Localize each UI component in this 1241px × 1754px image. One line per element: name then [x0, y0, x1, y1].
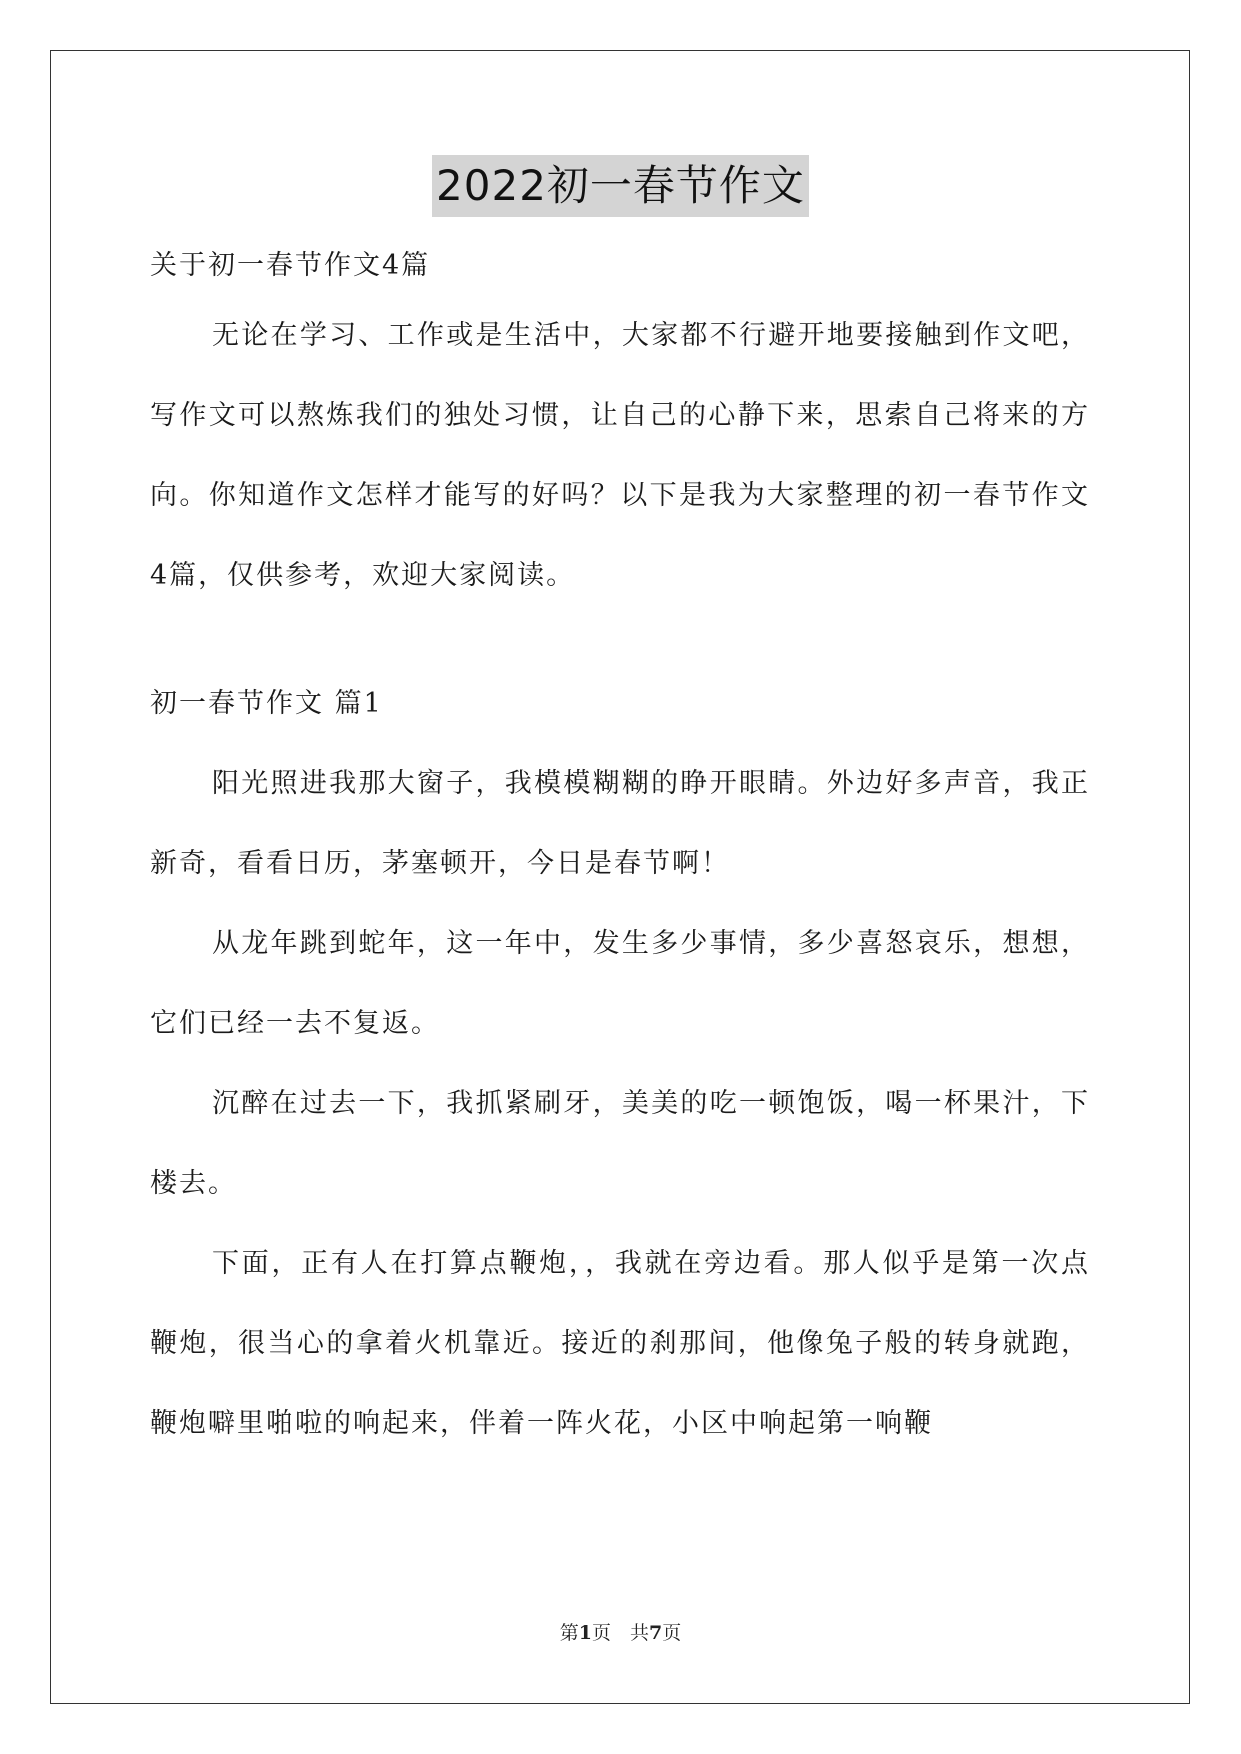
footer-prefix: 第: [559, 1622, 579, 1644]
body-paragraph: 阳光照进我那大窗子，我模模糊糊的睁开眼睛。外边好多声音，我正新奇，看看日历，茅塞顿开，今日是春节啊！: [150, 768, 1090, 879]
title-container: [0, 155, 1241, 217]
body-paragraph: 从龙年跳到蛇年，这一年中，发生多少事情，多少喜怒哀乐，想想，它们已经一去不复返。: [150, 928, 1090, 1039]
total-page-number: 7: [649, 1622, 663, 1644]
page-footer: [0, 1618, 1241, 1645]
body-paragraph: 沉醉在过去一下，我抓紧刷牙，美美的吃一顿饱饭，喝一杯果汁，下楼去。: [150, 1088, 1090, 1199]
footer-suffix: 页: [662, 1622, 682, 1644]
footer-middle: 页 共: [591, 1622, 649, 1644]
body-paragraph: 下面，正有人在打算点鞭炮，，我就在旁边看。那人似乎是第一次点鞭炮，很当心的拿着火机靠近。接近的刹那间，他像兔子般的转身就跑，鞭炮噼里啪啦的响起来，伴着一阵火花，小区中响起第一响鞭: [150, 1248, 1090, 1439]
document-body: [150, 236, 1090, 1464]
document-title: 2022初一春节作文: [432, 155, 809, 217]
intro-paragraph: 无论在学习、工作或是生活中，大家都不行避开地要接触到作文吧，写作文可以熬炼我们的独处习惯，让自己的心静下来，思索自己将来的方向。你知道作文怎样才能写的好吗？以下是我为大家整理的初一春节作文4篇，仅供参考，欢迎大家阅读。: [150, 320, 1090, 591]
section-gap: [150, 616, 1090, 654]
section-heading: 初一春节作文 篇1: [150, 688, 383, 719]
document-subtitle: 关于初一春节作文4篇: [150, 250, 431, 281]
current-page-number: 1: [578, 1622, 592, 1644]
